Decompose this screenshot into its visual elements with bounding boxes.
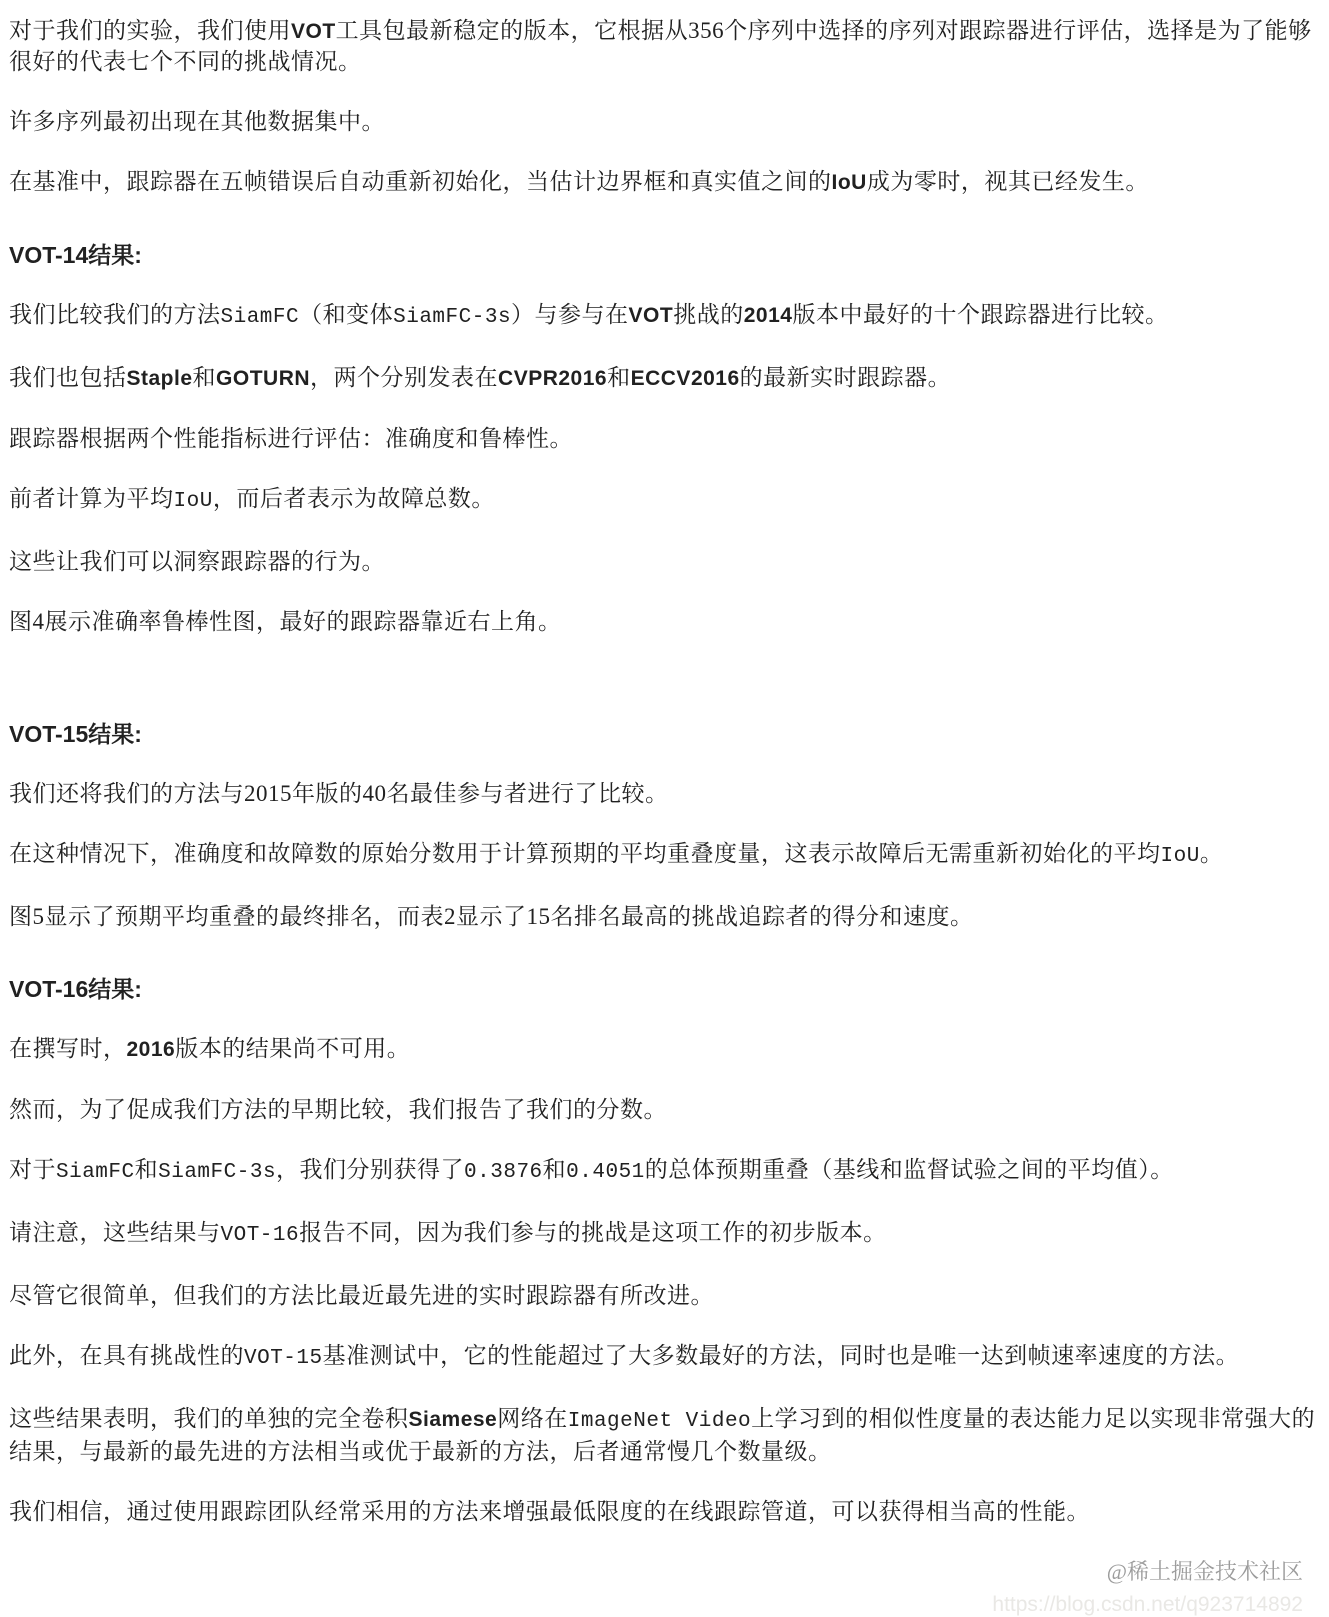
text-run: VOT-15结果: xyxy=(9,721,142,747)
text-run: 上学习到的相似性度量的表达能力足以实现非常强大的结果，与最新的最先进的方法相当或优于最新的方法，后者通常慢几个数量级。 xyxy=(9,1406,1316,1464)
section-heading xyxy=(9,974,1319,1004)
text-run: 报告不同，因为我们参与的挑战是这项工作的初步版本。 xyxy=(299,1220,887,1245)
paragraph xyxy=(9,1095,1319,1125)
latin-term: SiamFC-3s xyxy=(158,1161,277,1184)
text-run: 在基准中，跟踪器在五帧错误后自动重新初始化，当估计边界框和真实值之间的 xyxy=(9,169,832,194)
text-run: 在这种情况下，准确度和故障数的原始分数用于计算预期的平均重叠度量，这表示故障后无需重新初始化的平均 xyxy=(9,841,1161,866)
paragraph xyxy=(9,167,1319,198)
latin-term: 0.3876 xyxy=(464,1161,543,1184)
latin-term: VOT xyxy=(628,304,674,327)
text-run: 网络在 xyxy=(497,1406,568,1431)
latin-term: ImageNet Video xyxy=(567,1410,752,1433)
text-run: 我们比较我们的方法 xyxy=(9,302,221,327)
text-run: 此外，在具有挑战性的 xyxy=(9,1343,244,1368)
text-run: （和变体 xyxy=(299,302,394,327)
paragraph xyxy=(9,1341,1319,1374)
paragraph xyxy=(9,16,1319,77)
paragraph xyxy=(9,1155,1319,1188)
latin-term: Siamese xyxy=(408,1408,498,1431)
watermark xyxy=(0,1557,1329,1617)
text-run: 版本中最好的十个跟踪器进行比较。 xyxy=(792,302,1169,327)
text-run: 许多序列最初出现在其他数据集中。 xyxy=(9,109,385,134)
latin-term: SiamFC xyxy=(220,306,300,329)
latin-term: GOTURN xyxy=(216,367,311,390)
text-run: 基准测试中，它的性能超过了大多数最好的方法，同时也是唯一达到帧速率速度的方法。 xyxy=(322,1343,1240,1368)
text-run: 图4展示准确率鲁棒性图，最好的跟踪器靠近右上角。 xyxy=(9,609,562,634)
latin-term: IoU xyxy=(831,171,867,194)
paragraph xyxy=(9,107,1319,137)
text-run: VOT-16结果: xyxy=(9,976,142,1002)
text-run: 工具包最新稳定的版本，它根据从356个序列中选择的序列对跟踪器进行评估，选择是为了能够很好的代表七个不同的挑战情况。 xyxy=(9,18,1312,74)
latin-term: VOT-16 xyxy=(220,1224,300,1247)
paragraph xyxy=(9,1281,1319,1311)
paragraph xyxy=(9,607,1319,637)
watermark-url: https://blog.csdn.net/q923714892 xyxy=(992,1593,1303,1616)
latin-term: VOT-15 xyxy=(244,1347,323,1370)
latin-term: 0.4051 xyxy=(566,1161,645,1184)
text-run: 对于 xyxy=(9,1157,56,1182)
text-run: 我们还将我们的方法与2015年版的40名最佳参与者进行了比较。 xyxy=(9,781,669,806)
paragraph xyxy=(9,363,1319,394)
text-run: 的最新实时跟踪器。 xyxy=(739,365,952,390)
paragraph xyxy=(9,424,1319,454)
text-run: 尽管它很简单，但我们的方法比最近最先进的实时跟踪器有所改进。 xyxy=(9,1283,714,1308)
paragraph xyxy=(9,300,1319,333)
text-run: ，我们分别获得了 xyxy=(276,1157,465,1182)
paragraph xyxy=(9,839,1319,872)
text-run: 对于我们的实验，我们使用 xyxy=(9,18,291,43)
text-run: 我们相信，通过使用跟踪团队经常采用的方法来增强最低限度的在线跟踪管道，可以获得相当高的性能。 xyxy=(9,1499,1090,1524)
text-run: 跟踪器根据两个性能指标进行评估：准确度和鲁棒性。 xyxy=(9,426,573,451)
text-run: 成为零时，视其已经发生。 xyxy=(866,169,1149,194)
latin-term: Staple xyxy=(126,367,193,390)
text-run: 和 xyxy=(542,1157,567,1182)
text-run: 这些结果表明，我们的单独的完全卷积 xyxy=(9,1406,409,1431)
latin-term: SiamFC-3s xyxy=(393,306,512,329)
text-run: ，而后者表示为故障总数。 xyxy=(212,486,495,511)
text-run: 我们也包括 xyxy=(9,365,127,390)
text-run: 然而，为了促成我们方法的早期比较，我们报告了我们的分数。 xyxy=(9,1097,667,1122)
text-run: 在撰写时， xyxy=(9,1036,127,1061)
section-heading xyxy=(9,719,1319,749)
latin-term: 2014 xyxy=(743,304,793,327)
text-run: 图5显示了预期平均重叠的最终排名，而表2显示了15名排名最高的挑战追踪者的得分和速度。 xyxy=(9,904,974,929)
text-run: 版本的结果尚不可用。 xyxy=(175,1036,411,1061)
latin-term: VOT xyxy=(291,20,336,43)
paragraph xyxy=(9,779,1319,809)
text-run: ）与参与在 xyxy=(511,302,629,327)
latin-term: CVPR2016 xyxy=(498,367,608,390)
text-run: 和 xyxy=(607,365,631,390)
latin-term: IoU xyxy=(1160,845,1200,868)
latin-term: SiamFC xyxy=(56,1161,135,1184)
text-run: 请注意，这些结果与 xyxy=(9,1220,221,1245)
paragraph xyxy=(9,547,1319,577)
paragraph xyxy=(9,1404,1319,1467)
text-run: 和 xyxy=(134,1157,159,1182)
paragraph xyxy=(9,1497,1319,1527)
latin-term: IoU xyxy=(173,490,213,513)
text-run: 前者计算为平均 xyxy=(9,486,174,511)
text-run: 的总体预期重叠（基线和监督试验之间的平均值）。 xyxy=(644,1157,1174,1182)
text-run: 挑战的 xyxy=(673,302,744,327)
text-run: 这些让我们可以洞察跟踪器的行为。 xyxy=(9,549,385,574)
text-run: ，两个分别发表在 xyxy=(310,365,499,390)
text-run: 和 xyxy=(192,365,217,390)
section-heading xyxy=(9,240,1319,270)
text-run: VOT-14结果: xyxy=(9,242,142,268)
latin-term: 2016 xyxy=(126,1038,176,1061)
paragraph xyxy=(9,1034,1319,1065)
paragraph xyxy=(9,1218,1319,1251)
paragraph xyxy=(9,484,1319,517)
text-run: 。 xyxy=(1199,841,1224,866)
watermark-community-label: @稀土掘金技术社区 xyxy=(1106,1559,1303,1584)
latin-term: ECCV2016 xyxy=(630,367,740,390)
paragraph xyxy=(9,902,1319,932)
